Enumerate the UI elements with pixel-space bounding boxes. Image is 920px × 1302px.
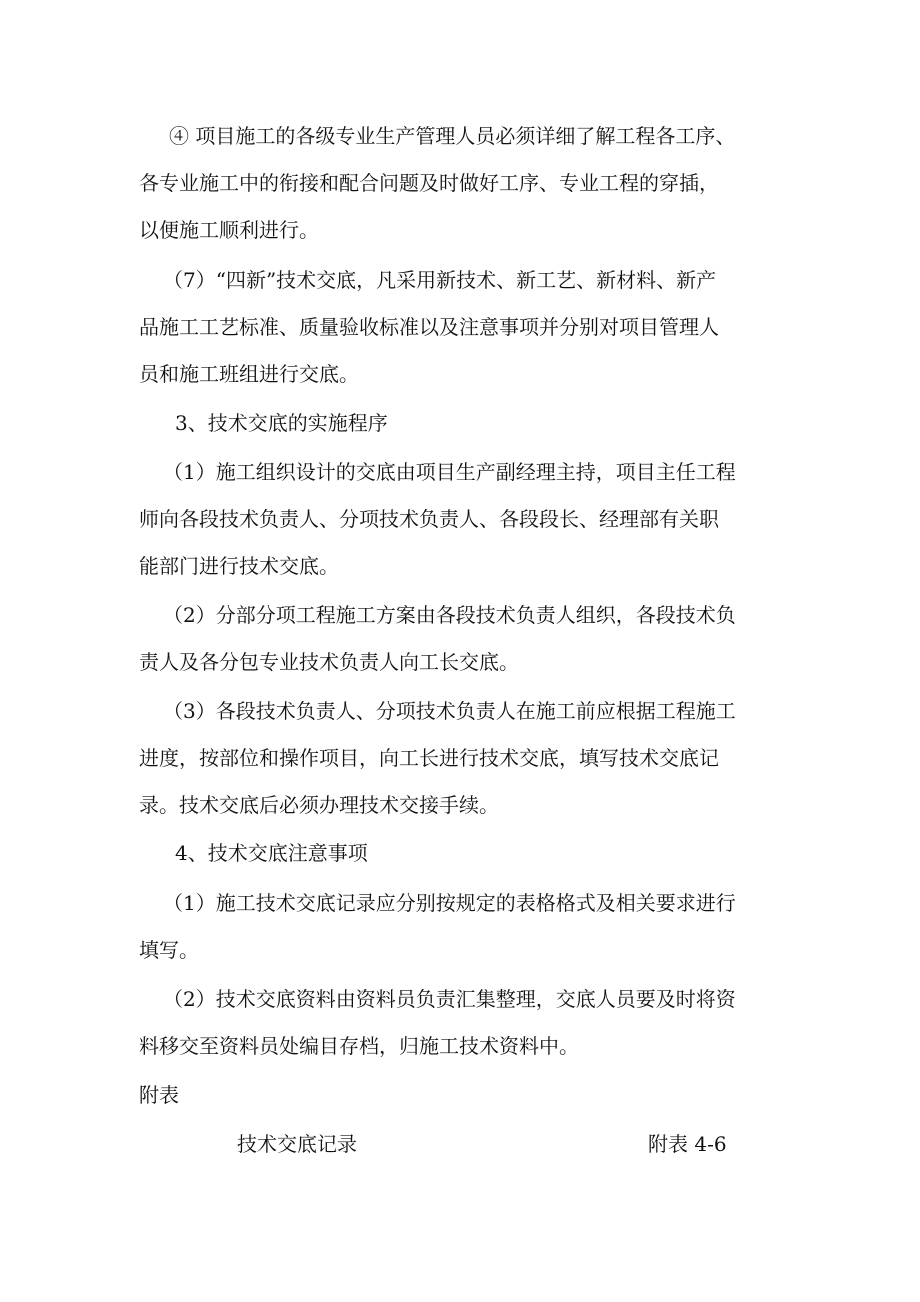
paragraph-item-4 [139, 113, 799, 254]
text-line: ④ 项目施工的各级专业生产管理人员必须详细了解工程各工序、 [169, 124, 736, 148]
heading-text: 4、技术交底注意事项 [175, 841, 368, 865]
text-line: 料移交至资料员处编目存档，归施工技术资料中。 [139, 1034, 579, 1058]
paragraph-four-new-disclosure [139, 257, 799, 398]
text-line: 以便施工顺利进行。 [139, 218, 319, 242]
text-line: （7）“四新”技术交底，凡采用新技术、新工艺、新材料、新产 [163, 268, 717, 292]
text-line: 师向各段技术负责人、分项技术负责人、各段段长、经理部有关职 [139, 507, 719, 531]
text-line: （1）施工技术交底记录应分别按规定的表格格式及相关要求进行 [163, 891, 736, 915]
text-line: 进度，按部位和操作项目，向工长进行技术交底，填写技术交底记 [139, 746, 719, 770]
annex-text: 附表 [139, 1083, 179, 1107]
text-line: 填写。 [139, 938, 199, 962]
text-line: 品施工工艺标准、质量验收标准以及注意事项并分别对项目管理人 [139, 315, 719, 339]
text-line: 员和施工班组进行交底。 [139, 362, 359, 386]
table-code: 附表 4-6 [648, 1132, 727, 1156]
text-line: 责人及各分包专业技术负责人向工长交底。 [139, 650, 519, 674]
text-line: （2）分部分项工程施工方案由各段技术负责人组织，各段技术负 [163, 603, 736, 627]
section-heading-4 [139, 830, 799, 877]
text-line: 录。技术交底后必须办理技术交接手续。 [139, 793, 499, 817]
section-heading-3 [139, 400, 799, 447]
text-line: （2）技术交底资料由资料员负责汇集整理，交底人员要及时将资 [163, 987, 736, 1011]
text-line: 各专业施工中的衔接和配合问题及时做好工序、专业工程的穿插， [139, 171, 719, 195]
heading-text: 3、技术交底的实施程序 [175, 411, 388, 435]
table-title: 技术交底记录 [237, 1132, 357, 1156]
paragraph-procedure-1 [139, 449, 799, 590]
text-line: 能部门进行技术交底。 [139, 554, 339, 578]
text-line: （3）各段技术负责人、分项技术负责人在施工前应根据工程施工 [163, 699, 736, 723]
paragraph-notes-2 [139, 976, 799, 1070]
paragraph-procedure-2 [139, 592, 799, 686]
paragraph-notes-1 [139, 880, 799, 974]
annex-label [139, 1072, 799, 1119]
table-header-row [139, 1121, 799, 1168]
text-line: （1）施工组织设计的交底由项目生产副经理主持，项目主任工程 [163, 460, 736, 484]
paragraph-procedure-3 [139, 688, 799, 829]
